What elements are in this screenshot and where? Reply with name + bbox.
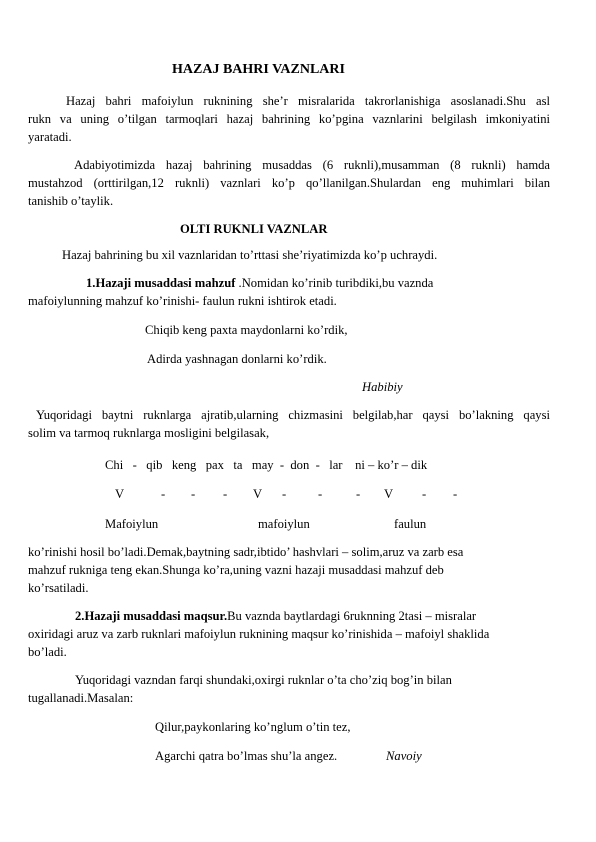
page-title: HAZAJ BAHRI VAZNLARI [172,62,345,77]
poem-1-author: Habibiy [362,380,403,394]
poem-2-author: Navoiy [386,749,422,763]
section-title: OLTI RUKNLI VAZNLAR [180,222,328,236]
item-1-text: .Nomidan ko’rinib turibdiki,bu vaznda [235,276,434,290]
item-2-text: Bu vaznda baytlardagi 6ruknning 2tasi – misralar [227,609,477,623]
item-1-heading: 1.Hazaji musaddasi mahzuf [86,276,236,290]
paragraph-3: Hazaj bahrining bu xil vaznlaridan to’rttasi she’riyatimizda ko’p uchraydi. [62,248,438,262]
item-2-heading: 2.Hazaji musaddasi maqsur. [75,609,228,623]
